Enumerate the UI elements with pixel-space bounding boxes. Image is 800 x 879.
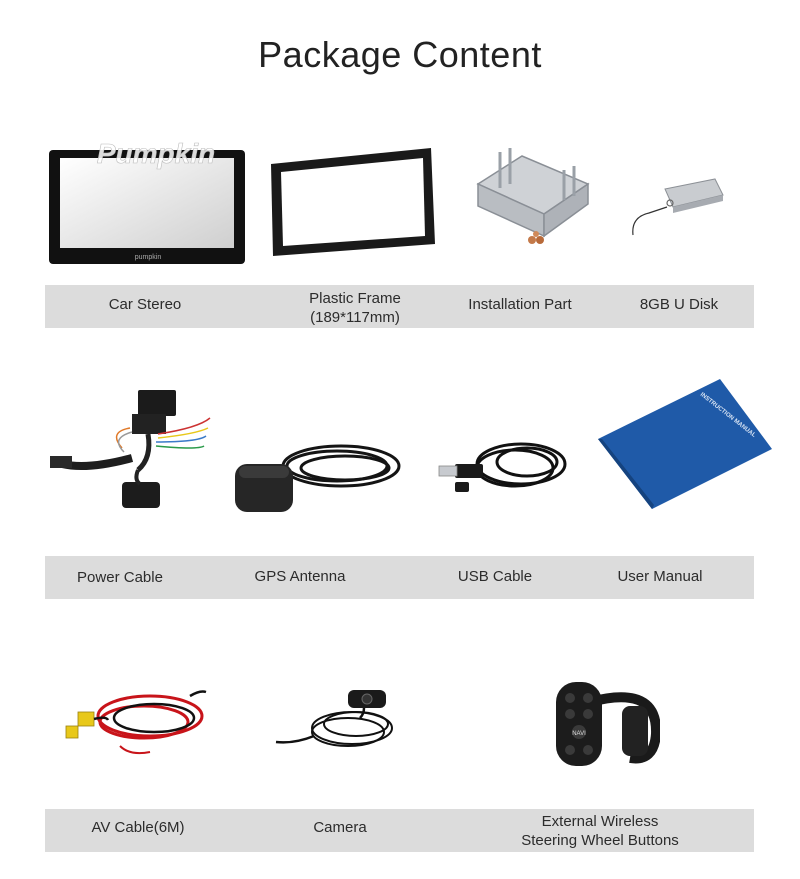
caption-usb-cable: USB Cable <box>457 568 533 585</box>
installation-bracket-icon <box>470 144 594 248</box>
caption-plastic-frame-line1: Plastic Frame <box>309 290 401 307</box>
navi-button-label: NAVI <box>572 731 586 737</box>
usb-disk-icon <box>627 177 727 241</box>
user-manual-icon <box>596 377 774 511</box>
car-stereo-icon <box>48 142 248 266</box>
page-title: Package Content <box>258 34 542 75</box>
av-cable-icon <box>60 686 210 766</box>
caption-plastic-frame <box>285 289 425 327</box>
caption-steering-wheel-buttons <box>500 812 700 850</box>
caption-car-stereo: Car Stereo <box>108 296 182 313</box>
plastic-frame-icon <box>267 146 439 258</box>
caption-steering-line2: Steering Wheel Buttons <box>521 832 679 849</box>
manual-cover-text: INSTRUCTION MANUAL <box>698 391 757 439</box>
brand-wordmark: Pumpkin <box>96 142 216 169</box>
steering-wheel-buttons-icon <box>550 678 660 774</box>
screen-logo: pumpkin <box>134 254 162 261</box>
caption-usb-disk: 8GB U Disk <box>639 296 719 313</box>
caption-power-cable: Power Cable <box>77 569 163 586</box>
caption-user-manual: User Manual <box>617 568 703 585</box>
caption-plastic-frame-line2: (189*117mm) <box>310 309 400 326</box>
caption-gps-antenna: GPS Antenna <box>254 568 346 585</box>
caption-av-cable: AV Cable(6M) <box>91 819 185 836</box>
caption-installation-part: Installation Part <box>468 296 572 313</box>
camera-icon <box>274 688 410 764</box>
gps-antenna-icon <box>233 436 403 516</box>
power-cable-icon <box>48 388 214 516</box>
caption-camera: Camera <box>313 819 367 836</box>
usb-cable-icon <box>437 432 573 502</box>
caption-steering-line1: External Wireless <box>541 813 659 830</box>
